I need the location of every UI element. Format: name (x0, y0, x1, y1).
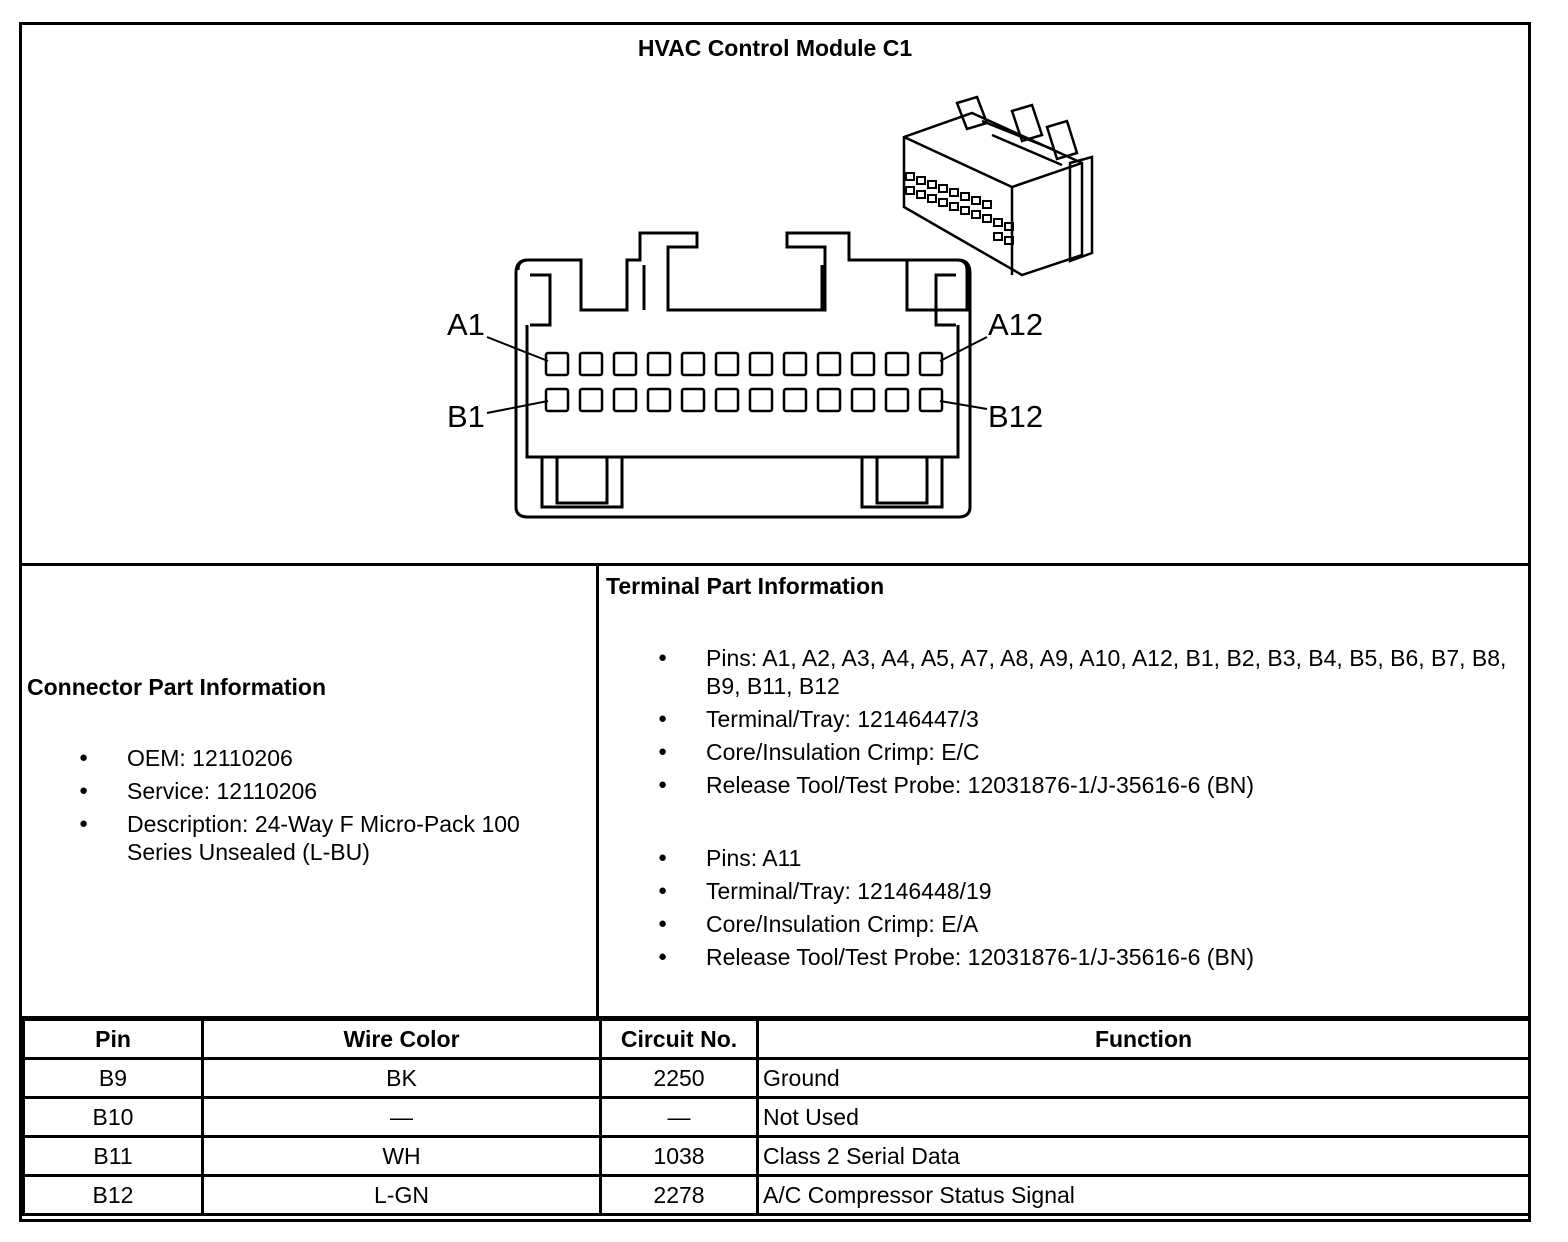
terminal-info-item: ● Core/Insulation Crimp: E/A (606, 910, 1516, 938)
label-b12: B12 (988, 399, 1044, 434)
terminal-info-item: ● Terminal/Tray: 12146447/3 (606, 705, 1516, 733)
terminal-info-item: ● Release Tool/Test Probe: 12031876-1/J-35616-6 (BN) (606, 943, 1516, 971)
cell-circuit-no: 2278 (601, 1176, 758, 1215)
table-row (24, 1059, 1530, 1098)
cell-function: Ground (758, 1059, 1530, 1098)
terminal-info-list-2 (606, 844, 1516, 976)
cell-function: A/C Compressor Status Signal (758, 1176, 1530, 1215)
header-function: Function (758, 1019, 1530, 1059)
header-circuit-no: Circuit No. (601, 1019, 758, 1059)
table-row (24, 1176, 1530, 1215)
label-a1: A1 (447, 307, 485, 342)
label-b1: B1 (447, 399, 485, 434)
cell-pin: B11 (24, 1137, 203, 1176)
cavities-row-b (546, 389, 942, 411)
connector-info-list (27, 744, 587, 871)
pin-table (22, 1016, 1531, 1216)
header-wire-color: Wire Color (203, 1019, 601, 1059)
cell-wire-color: BK (203, 1059, 601, 1098)
cell-wire-color: WH (203, 1137, 601, 1176)
document-frame (19, 22, 1531, 1222)
header-pin: Pin (24, 1019, 203, 1059)
cavities-row-a (546, 353, 942, 375)
cell-circuit-no: — (601, 1098, 758, 1137)
terminal-info-item: ● Pins: A11 (606, 844, 1516, 872)
label-a12: A12 (988, 307, 1044, 342)
connector-3d-cavities (906, 173, 1013, 244)
cell-wire-color: L-GN (203, 1176, 601, 1215)
terminal-info-item: ● Core/Insulation Crimp: E/C (606, 738, 1516, 766)
connector-diagram (22, 25, 1528, 563)
page-title: HVAC Control Module C1 (637, 35, 913, 61)
terminal-info-heading: Terminal Part Information (606, 573, 885, 599)
table-row (24, 1098, 1530, 1137)
cell-pin: B9 (24, 1059, 203, 1098)
cell-pin: B10 (24, 1098, 203, 1137)
terminal-info-list-1 (606, 644, 1516, 804)
connector-part-info (22, 566, 596, 1015)
connector-3d-sketch (904, 97, 1092, 275)
cell-circuit-no: 1038 (601, 1137, 758, 1176)
terminal-info-item: ● Pins: A1, A2, A3, A4, A5, A7, A8, A9, A10, A12, B1, B2, B3, B4, B5, B6, B7, B8, B9, B11, B12 (606, 644, 1516, 700)
table-row (24, 1137, 1530, 1176)
cell-circuit-no: 2250 (601, 1059, 758, 1098)
cell-pin: B12 (24, 1176, 203, 1215)
terminal-info-item: ● Release Tool/Test Probe: 12031876-1/J-35616-6 (BN) (606, 771, 1516, 799)
table-header-row (24, 1019, 1530, 1059)
cell-function: Class 2 Serial Data (758, 1137, 1530, 1176)
connector-info-heading: Connector Part Information (27, 674, 327, 700)
terminal-part-info (599, 566, 1528, 1015)
connector-info-item: ● Description: 24-Way F Micro-Pack 100 Series Unsealed (L-BU) (27, 810, 587, 866)
connector-info-item: ● OEM: 12110206 (27, 744, 587, 772)
cell-wire-color: — (203, 1098, 601, 1137)
cell-function: Not Used (758, 1098, 1530, 1137)
connector-info-item: ● Service: 12110206 (27, 777, 587, 805)
terminal-info-item: ● Terminal/Tray: 12146448/19 (606, 877, 1516, 905)
